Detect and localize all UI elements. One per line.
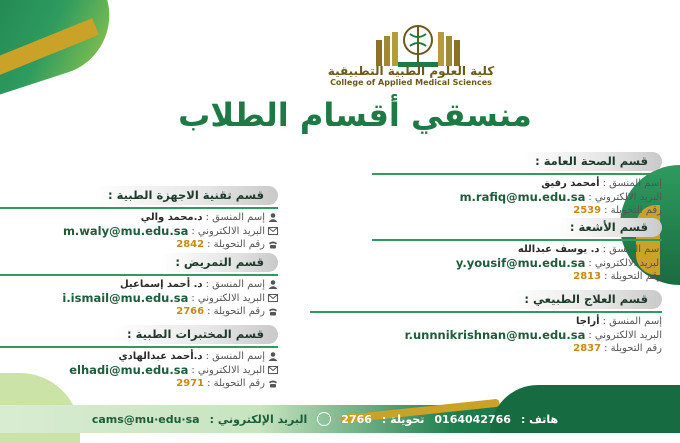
divider xyxy=(372,239,662,241)
email-label: البريد الالكتروني : xyxy=(588,257,662,269)
dept-medical-labs xyxy=(0,323,278,390)
footer-ext-label: تحويلة : xyxy=(381,412,425,426)
at-icon xyxy=(317,412,331,426)
dept-physiotherapy xyxy=(310,288,662,355)
footer-ext: 2766 xyxy=(341,412,372,426)
coordinator-name: د. أحمد إسماعيل xyxy=(119,279,203,290)
email-value[interactable]: m.waly@mu.edu.sa xyxy=(62,224,189,238)
coordinator-name: د. يوسف عبدالله xyxy=(517,244,600,255)
coordinator-label: إسم المنسق : xyxy=(602,316,662,327)
dept-medical-devices xyxy=(0,184,278,251)
email-label: البريد الالكتروني : xyxy=(588,191,662,203)
dept-title: قسم المختبرات الطبية : xyxy=(113,325,278,344)
dept-title-wrap xyxy=(310,288,662,309)
coordinator-row xyxy=(310,315,662,328)
phone-icon xyxy=(268,240,278,249)
extension-value: 2842 xyxy=(176,239,205,250)
dept-title: قسم الصحة العامة : xyxy=(521,152,662,171)
extension-value: 2539 xyxy=(573,205,602,216)
email-row xyxy=(0,224,278,238)
footer-phone[interactable]: 0164042766 xyxy=(434,412,511,426)
extension-label: رقم التحويلة : xyxy=(207,306,265,317)
phone-icon xyxy=(268,379,278,388)
email-value[interactable]: elhadi@mu.edu.sa xyxy=(69,363,189,377)
coordinator-row xyxy=(0,278,278,291)
coordinator-label: إسم المنسق : xyxy=(602,244,662,255)
dept-radiology xyxy=(372,216,662,283)
extension-value: 2971 xyxy=(176,378,205,389)
footer-email[interactable]: cams@mu·edu·sa xyxy=(91,412,200,426)
college-name-arabic: كلية العلوم الطبية التطبيقية xyxy=(327,64,495,78)
phone-icon xyxy=(268,307,278,316)
coordinator-row xyxy=(372,177,662,190)
extension-value: 2837 xyxy=(573,343,602,354)
extension-label: رقم التحويلة : xyxy=(207,239,265,250)
envelope-icon xyxy=(268,366,278,375)
divider xyxy=(0,346,278,348)
user-icon xyxy=(268,280,278,289)
email-row xyxy=(372,190,662,204)
coordinator-label: إسم المنسق : xyxy=(602,178,662,189)
user-icon xyxy=(268,352,278,361)
extension-label: رقم التحويلة : xyxy=(207,378,265,389)
page-title: منسقي أقسام الطلاب xyxy=(178,96,532,134)
college-logo xyxy=(368,22,468,70)
extension-row xyxy=(310,342,662,355)
email-label: البريد الالكتروني : xyxy=(191,225,265,237)
dept-title: قسم التمريض : xyxy=(161,253,278,272)
coordinator-row xyxy=(372,243,662,256)
email-row xyxy=(372,256,662,270)
envelope-icon xyxy=(268,294,278,303)
email-value[interactable]: r.unnnikrishnan@mu.edu.sa xyxy=(404,328,586,342)
coordinator-name: د.محمد والي xyxy=(140,212,203,223)
coordinator-name: د.أحمد عبدالهادي xyxy=(118,351,203,362)
extension-row xyxy=(0,305,278,318)
divider xyxy=(0,274,278,276)
coordinator-label: إسم المنسق : xyxy=(205,351,265,362)
extension-label: رقم التحويلة : xyxy=(604,271,662,282)
email-label: البريد الالكتروني : xyxy=(191,364,265,376)
divider xyxy=(310,311,662,313)
email-label: البريد الالكتروني : xyxy=(588,329,662,341)
dept-nursing xyxy=(0,251,278,318)
email-value[interactable]: y.yousif@mu.edu.sa xyxy=(455,256,586,270)
envelope-icon xyxy=(268,227,278,236)
dept-title: قسم تقنية الاجهزة الطبية : xyxy=(94,186,278,205)
coordinator-name: أراجا xyxy=(575,316,600,327)
coordinator-name: أمحمد رفيق xyxy=(541,178,600,189)
coordinator-row xyxy=(0,350,278,363)
email-value[interactable]: i.ismail@mu.edu.sa xyxy=(62,291,189,305)
dept-title: قسم العلاج الطبيعي : xyxy=(510,290,662,309)
extension-label: رقم التحويلة : xyxy=(604,205,662,216)
extension-value: 2766 xyxy=(176,306,205,317)
divider xyxy=(0,207,278,209)
extension-label: رقم التحويلة : xyxy=(604,343,662,354)
email-row xyxy=(310,328,662,342)
email-value[interactable]: m.rafiq@mu.edu.sa xyxy=(459,190,586,204)
extension-row xyxy=(0,238,278,251)
dept-title: قسم الأشعة : xyxy=(556,218,662,237)
coordinator-label: إسم المنسق : xyxy=(205,279,265,290)
email-row xyxy=(0,291,278,305)
footer-email-label: البريد الإلكتروني : xyxy=(209,412,308,426)
extension-row xyxy=(372,270,662,283)
divider xyxy=(372,173,662,175)
coordinator-label: إسم المنسق : xyxy=(205,212,265,223)
extension-value: 2813 xyxy=(573,271,602,282)
footer-contact xyxy=(0,409,650,429)
college-name-english: College of Applied Medical Sciences xyxy=(330,78,492,87)
email-row xyxy=(0,363,278,377)
email-label: البريد الالكتروني : xyxy=(191,292,265,304)
footer-phone-label: هاتف : xyxy=(520,412,559,426)
dept-public-health xyxy=(372,150,662,217)
extension-row xyxy=(0,377,278,390)
user-icon xyxy=(268,213,278,222)
coordinator-row xyxy=(0,211,278,224)
